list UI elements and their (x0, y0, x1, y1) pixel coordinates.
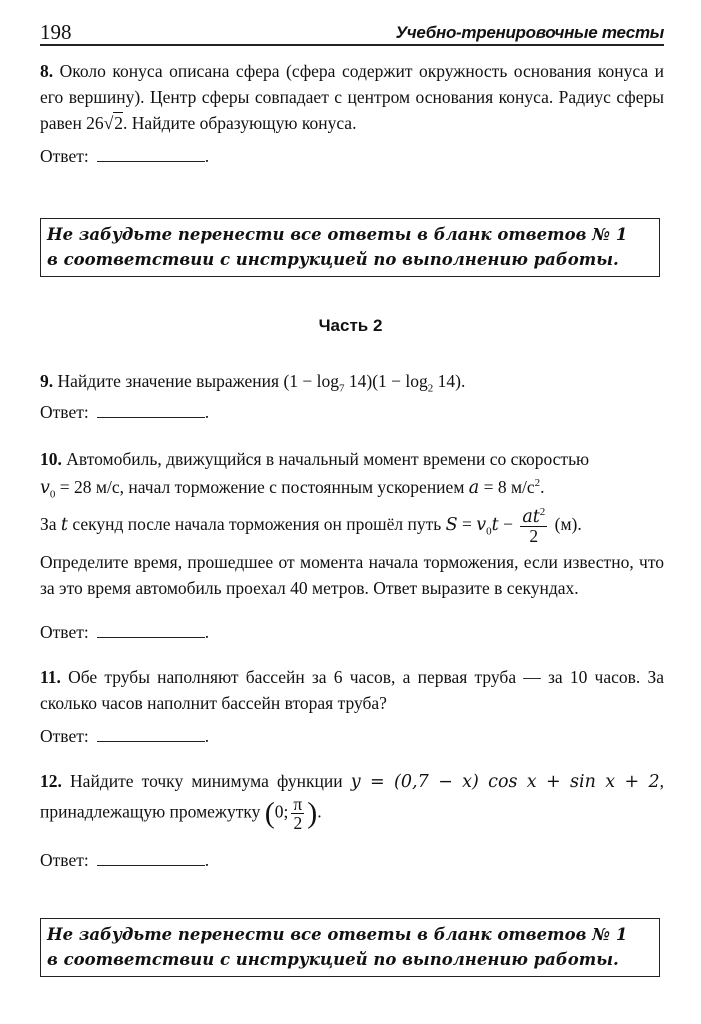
problem-text-end: . Найдите образующую конуса. (123, 113, 357, 133)
answer-blank[interactable] (97, 147, 205, 162)
answer-line-11: Ответ: . (40, 726, 210, 746)
page-header (40, 18, 664, 46)
notice-line-1: Не забудьте перенести все ответы в бланк ответов № 1 (47, 225, 628, 244)
notice-line-2: в соответствии с инструкцией по выполнению работы. (47, 250, 619, 269)
sqrt-symbol: √ (103, 113, 114, 133)
problem-10-line-1: 10. Автомобиль, движущийся в начальный момент времени со скоростью (40, 449, 590, 469)
answer-line-12: Ответ: . (40, 850, 210, 870)
problem-text: Найдите значение выражения (57, 371, 280, 391)
fraction: $\frac{at^2}{2}$ (522, 506, 546, 546)
function-formula: y = (0,7 − x) cos x + sin x + 2 (350, 772, 660, 792)
answer-blank[interactable] (97, 727, 205, 742)
answer-line-10: Ответ: . (40, 622, 210, 642)
notice-line-2: в соответствии с инструкцией по выполнению работы. (47, 950, 619, 969)
problem-text: Около конуса описана сфера (сфера содержит окружность основания конуса и его вершину). Центр сферы совпадает с центром основания конуса. Радиус сферы равен 26 (40, 61, 664, 133)
sqrt-argument: 2 (114, 113, 124, 133)
problem-11 (40, 664, 664, 716)
problem-number: 10. (40, 449, 62, 469)
notice-line-1: Не забудьте перенести все ответы в бланк ответов № 1 (47, 925, 628, 944)
problem-10 (40, 446, 664, 601)
answer-label: Ответ: (40, 402, 89, 422)
answer-line-8: Ответ: . (40, 146, 210, 166)
answer-label: Ответ: (40, 726, 89, 746)
problem-12: 12. Найдите точку минимума функции y = (0,7 − x) cos x + sin x + 2, принадлежащую промежутку (0; $\frac{\pi}{2}$ ). (40, 771, 665, 833)
notice-box (40, 218, 660, 277)
problem-number: 8. (40, 61, 54, 81)
answer-blank[interactable] (97, 851, 205, 866)
answer-blank[interactable] (97, 623, 205, 638)
problem-8 (40, 58, 664, 136)
problem-text: Обе трубы наполняют бассейн за 6 часов, а первая труба — за 10 часов. За сколько часов наполнит бассейн вторая труба? (40, 667, 664, 713)
answer-blank[interactable] (97, 403, 205, 418)
notice-box (40, 918, 660, 977)
answer-line-9: Ответ: . (40, 402, 210, 422)
section-title: Часть 2 (318, 316, 383, 335)
problem-number: 12. (40, 771, 62, 791)
answer-label: Ответ: (40, 146, 89, 166)
problem-10-line-2: $v_0 = 28$ м/с, начал торможение с постоянным ускорением a = 8 $м/с^2$. (40, 477, 545, 501)
answer-label: Ответ: (40, 622, 89, 642)
expression: $(1 - \log_7 14)(1 - \log_2 14)$. (283, 371, 466, 395)
problem-number: 11. (40, 667, 61, 687)
problem-10-line-3: За t секунд после начала торможения он прошёл путь $S = v_0t$ − $\frac{at^2}{2}$ (м). (40, 506, 582, 546)
problem-10-line-4: Определите время, прошедшее от момента начала торможения, если известно, что за это время автомобиль проехал 40 метров. Ответ выразите в секундах. (40, 552, 664, 598)
problem-9 (40, 368, 664, 394)
page-number: 198 (40, 20, 72, 44)
answer-label: Ответ: (40, 850, 89, 870)
problem-number: 9. (40, 371, 54, 391)
fraction: $\frac{\pi}{2}$ (293, 794, 303, 833)
running-title: Учебно-тренировочные тесты (395, 23, 664, 42)
